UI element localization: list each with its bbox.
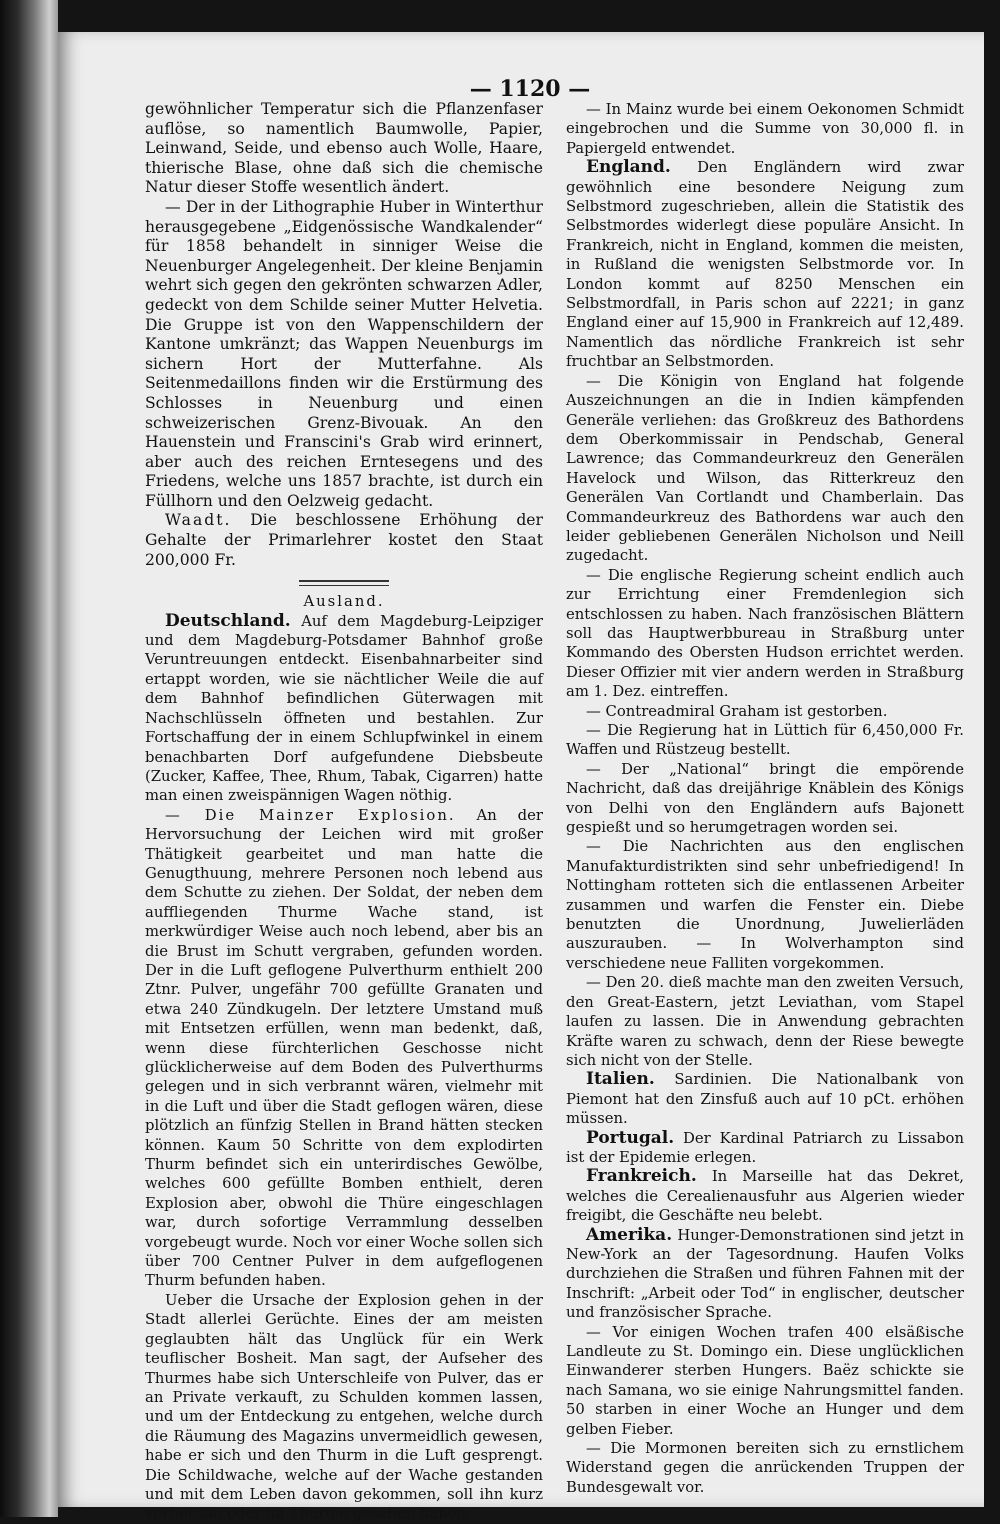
article-paragraph: — Die Königin von England hat folgende Auszeichnungen an die in Indien kämpfenden Generäle verliehen: das Großkreuz des Bathordens dem Oberkommissair in Pendschab, General Lawrence; das Commandeurkreuz den Generälen Havelock und Wilson, das Ritterkreuz den Generälen Van Cortlandt und Chamberlain. Das Commandeurkreuz des Bathordens war auch den leider gebliebenen Generälen Nicholson und Neill zugedacht. xyxy=(566,372,964,565)
article-paragraph: — In Mainz wurde bei einem Oekonomen Schmidt eingebrochen und die Summe von 30,000 fl. in Papiergeld entwendet. xyxy=(566,101,964,157)
article-paragraph: Amerika. Hunger-Demonstrationen sind jetzt in New-York an der Tagesordnung. Haufen Volks durchziehen die Straßen und führen Fahnen mit der Inschrift: „Arbeit oder Tod“ in englischer, deutscher und französischer Sprache. xyxy=(566,1224,964,1322)
article-paragraph: Portugal. Der Kardinal Patriarch zu Lissabon ist der Epidemie erlegen. xyxy=(566,1127,964,1166)
article-paragraph: — Die Regierung hat in Lüttich für 6,450,000 Fr. Waffen und Rüstzeug bestellt. xyxy=(566,722,964,759)
article-paragraph: Italien. Sardinien. Die Nationalbank von Piemont hat den Zinsfuß auch auf 10 pCt. erhöhen müssen. xyxy=(566,1069,964,1128)
section-heading: Ausland. xyxy=(303,593,385,611)
section-divider xyxy=(299,580,389,586)
article-paragraph: — Die Mainzer Explosion. An der Hervorsuchung der Leichen wird mit großer Thätigkeit gearbeitet und man hatte die Genugthuung, mehrere Personen noch lebend aus dem Schutte zu ziehen. Der Soldat, der neben dem auffliegenden Thurme Wache stand, ist merkwürdiger Weise auch noch lebend, aber bis an die Brust im Schutt vergraben, gefunden worden. Der in die Luft geflogene Pulverthurm enthielt 200 Ztnr. Pulver, ungefähr 700 gefüllte Granaten und etwa 240 Zündkugeln. Der letztere Umstand muß mit Entsetzen erfüllen, wenn man bedenkt, daß, wenn diese fürchterlichen Geschosse nicht glücklicherweise auf dem Boden des Pulverthurms gelegen und in sich verbrannt wären, vielmehr mit in die Luft und über die Stadt geflogen wären, diese plötzlich an fünfzig Stellen in Brand hätten stecken können. Kaum 50 Schritte von dem explodirten Thurm befindet sich ein unterirdisches Gewölbe, welches 600 gefüllte Bomben enthielt, deren Explosion aber, obwohl die Thüre eingeschlagen war, durch sofortige Verrammlung desselben vorgebeugt wurde. Noch vor einer Woche sollen sich über 700 Centner Pulver in dem aufgeflogenen Thurm befunden haben. xyxy=(145,806,543,1290)
article-paragraph: Ueber die Ursache der Explosion gehen in der Stadt allerlei Gerüchte. Eines der am meisten geglaubten hält das Unglück für ein Werk teuflischer Bosheit. Man sagt, der Aufseher des Thurmes habe sich Unterschleife von Pulver, das er an Private verkauft, zu Schulden kommen lassen, und um der Entdeckung zu entgehen, welche durch die Räumung des Magazins unvermeidlich gewesen, habe er sich und den Thurm in die Luft gesprengt. Die Schildwache, welche auf der Wache gestanden und mit dem Leben davon gekommen, soll ihn kurz vorher am oder im Thurme gesehen haben. xyxy=(145,1291,543,1523)
article-paragraph: — Der „National“ bringt die empörende Nachricht, daß das dreijährige Knäblein des Königs von Delhi von den Engländern aufs Bajonett gespießt und so herumgetragen worden sei. xyxy=(566,760,964,837)
article-paragraph: — Vor einigen Wochen trafen 400 elsäßische Landleute zu St. Domingo ein. Diese unglücklichen Einwanderer sterben Hungers. Baëz schickte sie nach Samana, wo sie einige Nahrungsmittel fanden. 50 starben in einer Woche an Hunger und dem gelben Fieber. xyxy=(566,1323,964,1438)
book-spine xyxy=(0,0,58,1517)
article-paragraph: — Den 20. dieß machte man den zweiten Versuch, den Great-Eastern, jetzt Leviathan, vom Stapel laufen zu lassen. Die in Anwendung gebrachten Kräfte waren zu schwach, denn der Riese bewegte sich nicht von der Stelle. xyxy=(566,974,964,1069)
article-paragraph: — Die Nachrichten aus den englischen Manufakturdistrikten sind sehr unbefriedigend! In Nottingham rotteten sich die entlassenen Arbeiter zusammen und warfen die Fenster ein. Diebe benutzten die Unordnung, Juwelierläden auszurauben. — In Wolverhampton sind verschiedene neue Falliten vorgekommen. xyxy=(566,838,964,972)
article-paragraph: — Die Mormonen bereiten sich zu ernstlichem Widerstand gegen die anrückenden Truppen der Bundesgewalt vor. xyxy=(566,1440,964,1496)
article-paragraph: — Contreadmiral Graham ist gestorben. xyxy=(586,702,888,720)
page-number: — 1120 — xyxy=(469,76,591,102)
article-paragraph: Frankreich. In Marseille hat das Dekret, welches die Cerealienausfuhr aus Algerien wieder freigibt, die Geschäfte neu belebt. xyxy=(566,1166,964,1225)
article-paragraph: gewöhnlicher Temperatur sich die Pflanzenfaser auflöse, so namentlich Baumwolle, Papier, Leinwand, Seide, und ebenso auch Wolle, Haare, thierische Blase, ohne daß sich die chemische Natur dieser Stoffe wesentlich ändert. xyxy=(145,100,543,197)
article-paragraph: Deutschland. Auf dem Magdeburg-Leipziger und dem Magdeburg-Potsdamer Bahnhof große Veruntreuungen entdeckt. Eisenbahnarbeiter sind ertappt worden, wie sie nächtlicher Weile die auf dem Bahnhof befindlichen Güterwagen mit Nachschlüsseln öffneten und bestahlen. Zur Fortschaffung der in einem Schlupfwinkel in einem benachbarten Dorf aufgefundene Diebsbeute (Zucker, Kaffee, Thee, Rhum, Tabak, Cigarren) hatte man einen zweispännigen Wagen nöthig. xyxy=(145,610,543,805)
right-column xyxy=(566,100,964,1497)
article-paragraph: England. Den Engländern wird zwar gewöhnlich eine besondere Neigung zum Selbstmord zugeschrieben, allein die Statistik des Selbstmordes widerlegt diese populäre Ansicht. In Frankreich, nicht in England, kommen die meisten, in Rußland die wenigsten Selbstmorde vor. In London kommt auf 8250 Menschen ein Selbstmordfall, in Paris schon auf 2221; in ganz England einer auf 15,900 in Frankreich auf 12,489. Namentlich das nördliche Frankreich ist sehr fruchtbar an Selbstmorden. xyxy=(566,157,964,371)
left-column xyxy=(145,100,543,1524)
article-paragraph: — Die englische Regierung scheint endlich auch zur Errichtung einer Fremdenlegion sich entschlossen zu haben. Nach französischen Blättern soll das Hauptwerbbureau in Straßburg unter Kommando des Obersten Hudson errichtet werden. Dieser Offizier mit vier andern werden in Straßburg am 1. Dez. eintreffen. xyxy=(566,566,964,701)
article-paragraph: Waadt. Die beschlossene Erhöhung der Gehalte der Primarlehrer kostet den Staat 200,000 Fr. xyxy=(145,511,543,569)
article-paragraph: — Der in der Lithographie Huber in Winterthur herausgegebene „Eidgenössische Wandkalender“ für 1858 behandelt in sinniger Weise die Neuenburger Angelegenheit. Der kleine Benjamin wehrt sich gegen den gekrönten schwarzen Adler, gedeckt von dem Schilde seiner Mutter Helvetia. Die Gruppe ist von den Wappenschildern der Kantone umkränzt; das Wappen Neuenburgs im sichern Hort der Mutterfahne. Als Seitenmedaillons finden wir die Erstürmung des Schlosses in Neuenburg und einen schweizerischen Grenz-Bivouak. An den Hauenstein und Franscini's Grab wird erinnert, aber auch des reichen Erntesegens und des Friedens, welche uns 1857 brachte, ist durch ein Füllhorn und den Oelzweig gedacht. xyxy=(145,197,543,510)
